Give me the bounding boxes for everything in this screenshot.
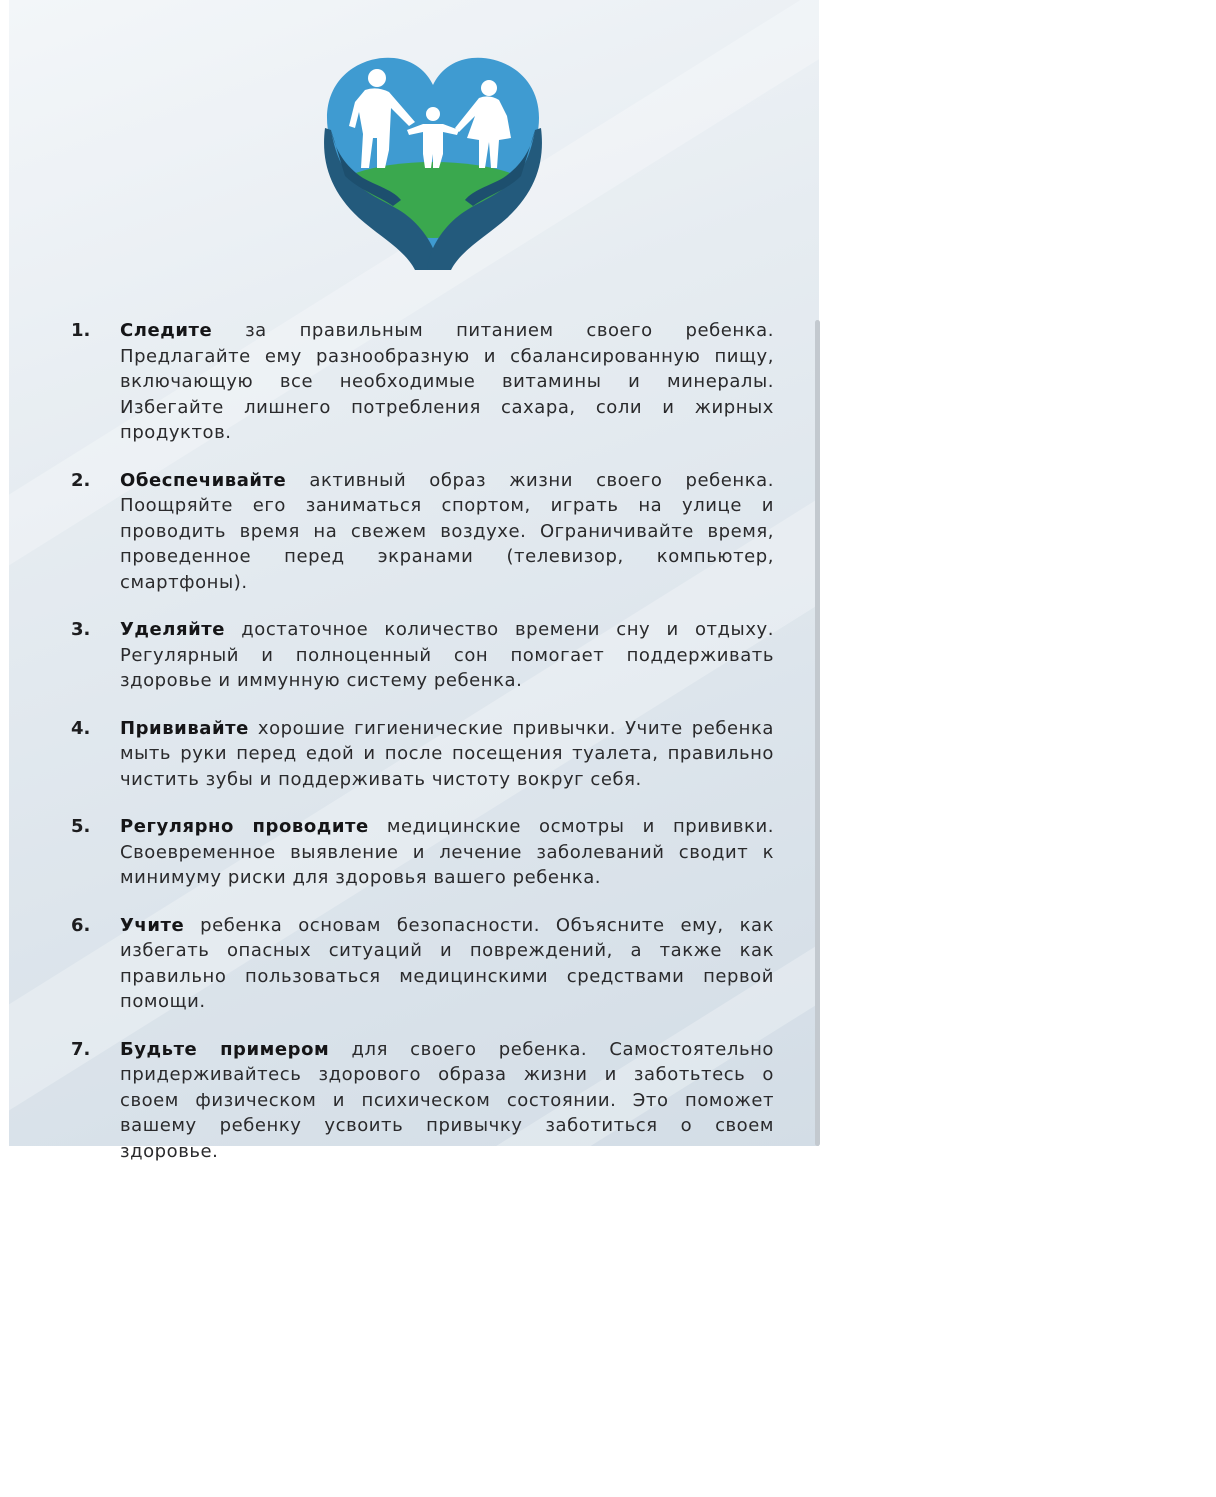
item-lead: Уделяйте — [120, 619, 226, 640]
item-lead: Регулярно проводите — [120, 816, 369, 837]
item-number: 6. — [71, 914, 91, 936]
family-heart-hands-icon — [319, 50, 547, 272]
tips-list — [71, 318, 774, 1186]
document-page — [9, 0, 819, 1162]
item-body: хорошие гигиенические привычки. Учите ребенка мыть руки перед едой и после посещения туалета, правильно чистить зубы и поддерживать чистоту вокруг себя. — [120, 717, 774, 790]
list-item — [71, 814, 774, 891]
item-number: 3. — [71, 619, 91, 640]
item-text — [120, 468, 774, 596]
item-lead: Обеспечивайте — [120, 469, 287, 491]
item-text — [120, 716, 774, 793]
list-item — [71, 318, 774, 446]
item-number: 2. — [71, 469, 91, 491]
item-body: ребенка основам безопасности. Объясните ему, как избегать опасных ситуаций и повреждений, а также как правильно пользоваться медицинскими средствами первой помощи. — [120, 914, 774, 1012]
item-body: для своего ребенка. Самостоятельно придерживайтесь здорового образа жизни и заботьтесь о своем физическом и психическом состоянии. Это поможет вашему ребенку усвоить привычку заботиться о своем здоровье. — [120, 1038, 774, 1162]
list-item — [71, 716, 774, 793]
item-lead: Прививайте — [120, 717, 249, 739]
item-number: 1. — [71, 320, 91, 341]
item-text — [120, 814, 774, 891]
list-item — [71, 1037, 774, 1165]
item-number: 5. — [71, 816, 91, 837]
list-item — [71, 913, 774, 1015]
list-item — [71, 468, 774, 596]
item-lead: Будьте примером — [120, 1038, 330, 1060]
item-body: активный образ жизни своего ребенка. Поощряйте его заниматься спортом, играть на улице и проводить время на свежем воздухе. Ограничивайте время, проведенное перед экранами (телевизор, компьютер, смартфоны). — [120, 469, 775, 593]
item-lead: Учите — [120, 914, 185, 936]
item-text — [120, 913, 774, 1015]
list-item — [71, 617, 774, 694]
item-body: медицинские осмотры и прививки. Своевременное выявление и лечение заболеваний сводит к минимуму риски для здоровья вашего ребенка. — [120, 816, 774, 888]
item-text — [120, 617, 774, 694]
item-text — [120, 1037, 774, 1165]
item-body: за правильным питанием своего ребенка. Предлагайте ему разнообразную и сбалансированную пищу, включающую все необходимые витамины и минералы. Избегайте лишнего потребления сахара, соли и жирных продуктов. — [120, 320, 774, 443]
scrollbar[interactable] — [815, 320, 820, 1146]
item-number: 4. — [71, 717, 91, 739]
item-text — [120, 318, 774, 446]
item-number: 7. — [71, 1038, 91, 1060]
item-lead: Следите — [120, 320, 213, 341]
item-body: достаточное количество времени сну и отдыху. Регулярный и полноценный сон помогает поддерживать здоровье и иммунную систему ребенка. — [120, 619, 774, 691]
